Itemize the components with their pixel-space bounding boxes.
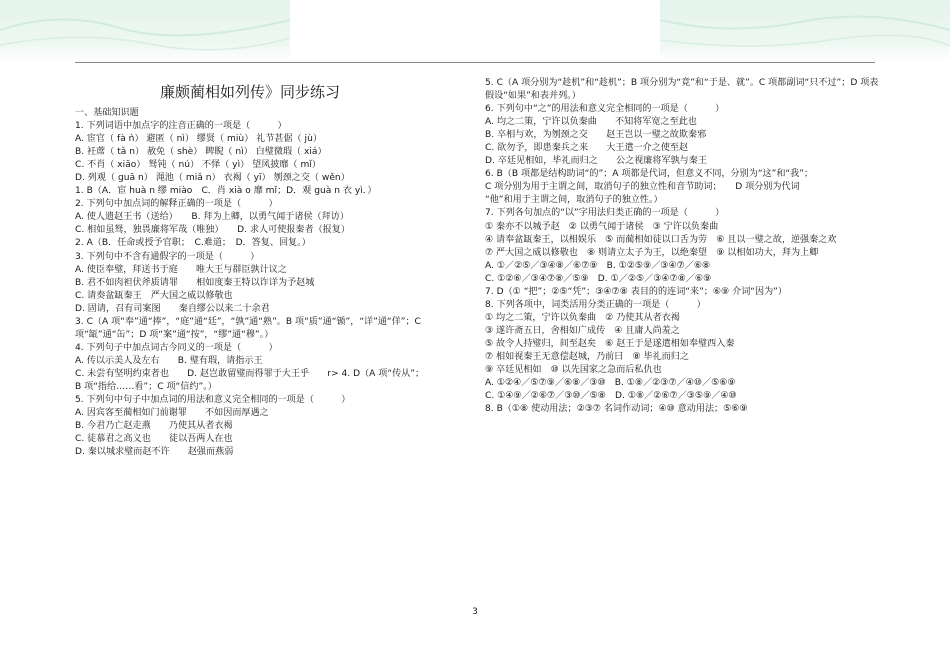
text-line: A. 均之二策，宁许以负秦曲 不知将军宽之至此也 [485, 117, 697, 128]
text-line: 6. B（B 项都是结构助词“的”；A 项都是代词，但意义不同，分别为“这”和“我”； [485, 169, 814, 180]
text-line: 一、基础知识题 [75, 108, 139, 118]
text-line: ① 均之二策，宁许以负秦曲 ② 乃使其从者衣褐 [485, 312, 680, 323]
text-line: ⑤ 故令人持璧归，间至赵矣 ⑥ 赵王于是遂遣相如奉璧西入秦 [485, 338, 735, 349]
text-line: D. 秦以城求璧而赵不许 赵强而燕弱 [75, 447, 234, 458]
text-line: ⑦ 严大国之威以修敬也 ⑧ 则请立太子为王，以绝秦望 ⑨ 以相如功大，拜为上卿 [485, 247, 819, 258]
text-line: C. 徒慕君之高义也 徒以吾两人在也 [75, 434, 233, 445]
text-line: ⑦ 相如视秦王无意偿赵城，乃前曰 ⑧ 毕礼而归之 [485, 351, 689, 362]
text-line: C. 欲勿予，即患秦兵之来 大王遣一介之使至赵 [485, 143, 689, 154]
text-line: D. 卒廷见相如，毕礼而归之 公之视廉将军孰与秦王 [485, 156, 707, 167]
text-line: 5. C（A 项分别为“趁机”和“趁机”；B 项分别为“竟”和“于是、就”。C 项都副词“只不过”；D 项表假设“如果”和表并列。） [485, 78, 879, 102]
text-line: “他”和用于主谓之间，取消句子的独立性。） [485, 195, 663, 206]
text-line: ① 秦亦不以城予赵 ② 以勇气闻于诸侯 ③ 宁许以负秦曲 [485, 221, 719, 232]
text-line: 1. B（A．宦 huà n 缪 miào C．肖 xià o 靡 mǐ；D．观 guà n 衣 yì．） [75, 186, 377, 197]
text-line: B. 衽蓆（ tǎ n） 赦免（ shè） 睥睨（ nì） 白璧微瑕（ xiá） [75, 147, 327, 158]
text-line: ③ 遂许斋五日，舍相如广成传 ④ 且庸人尚羞之 [485, 325, 680, 336]
text-line: 3. 下列句中不含有通假字的一项是（ ） [75, 251, 260, 262]
text-line: 3. C（A 项“奉”通“捧”，“庭”通“廷”，“孰”通“熟”。B 项“质”通“锧”，“详”通“佯”；C 项“缻”通“缶”；D 项“案”通“按”，“缪”通“穆”。） [75, 316, 421, 340]
text-line: A. 使臣奉璧，拜送书于庭 唯大王与群臣孰计议之 [75, 264, 287, 275]
text-line: 7. 下列各句加点的“以”字用法归类正确的一项是（ ） [485, 208, 725, 219]
text-line: A. ①②④／⑤⑦⑨／⑥⑧／③⑩ B. ①⑧／②③⑦／④⑩／⑤⑥⑨ [485, 378, 736, 389]
text-line: D. 列观（ guā n） 渑池（ miǎ n） 衣褐（ yī） 刎颈之交（ wěn） [75, 173, 350, 184]
text-line: C. 未尝有坚明约束者也 D. 赵岂敢留璧而得罪于大王乎 r> 4. D（A 项“传从”； [75, 368, 425, 379]
text-line: B 项“指给……看”；C 项“信约”。） [75, 381, 217, 392]
text-line: ④ 请奉盆缻秦王，以相娱乐 ⑤ 而蔺相如徒以口舌为劳 ⑥ 且以一璧之故，逆强秦之欢 [485, 234, 837, 245]
text-line: 2. A（B．任命或授予官职； C.难道； D．答复、回复。） [75, 238, 311, 249]
left-column [75, 77, 475, 459]
text-line: B. 卒相与欢，为刎颈之交 赵王岂以一璧之故欺秦邪 [485, 130, 707, 141]
text-line: 2. 下列句中加点词的解释正确的一项是（ ） [75, 199, 278, 210]
corner-decoration-left [0, 0, 290, 62]
text-line: A. 使人遗赵王书（送给） B. 拜为上卿，以勇气闻于诸侯（拜访） [75, 212, 349, 223]
document-title: 廉颇蔺相如列传》同步练习 [160, 83, 341, 101]
text-line: C. ①④⑨／②⑥⑦／③⑩／⑤⑧ D. ①⑧／②⑥⑦／③⑤⑨／④⑩ [485, 391, 737, 402]
text-line: B. 君不如肉袒伏斧质请罪 相如度秦王特以诈详为予赵城 [75, 277, 315, 288]
text-line: C. 相如虽驽，独畏廉将军哉（唯独） D. 求人可使报秦者（报复） [75, 225, 350, 236]
wave-ornament-icon [660, 0, 950, 62]
wave-ornament-icon [0, 0, 290, 62]
text-line: 8. 下列各项中，词类活用分类正确的一项是（ ） [485, 299, 706, 310]
right-column [485, 77, 885, 416]
text-line: C 项分别为用于主谓之间，取消句子的独立性和音节助词； D 项分别为代词 [485, 182, 800, 193]
text-line: D. 固请，召有司案图 秦自缪公以来二十余君 [75, 303, 270, 314]
text-line: 6. 下列句中“之”的用法和意义完全相同的一项是（ ） [485, 104, 725, 115]
text-line: C. ①②⑥／③④⑦⑧／⑤⑨ D. ①／②⑤／③④⑦⑧／⑥⑨ [485, 273, 712, 284]
text-line: 1. 下列词语中加点字的注音正确的一项是（ ） [75, 121, 287, 132]
text-line: A. 宦官（ fà ǹ） 避匿（ nì） 缪贤（ miù） 礼节甚倨（ jù） [75, 134, 322, 145]
text-line: 7. D（① “把”；②⑤“凭”；③④⑦⑧ 表目的的连词“来”；⑥⑨ 介词“因为”） [485, 286, 787, 297]
text-line: ⑨ 卒廷见相如 ⑩ 以先国家之急而后私仇也 [485, 365, 662, 376]
text-line: B. 今君乃亡赵走燕 乃使其从者衣褐 [75, 421, 233, 432]
corner-decoration-right [660, 0, 950, 62]
text-line: A. ①／②⑤／③④⑧／⑥⑦⑨ B. ①②⑤⑨／③④⑦／⑥⑧ [485, 260, 711, 271]
text-line: 4. 下列句子中加点词古今同义的一项是（ ） [75, 342, 278, 353]
text-line: C. 请奏盆缻秦王 严大国之威以修敬也 [75, 290, 233, 301]
header-rule [75, 62, 875, 63]
text-line: 5. 下列句中句子中加点词的用法和意义完全相同的一项是（ ） [75, 395, 351, 406]
text-line: A. 传以示美人及左右 B. 璧有瑕，请指示王 [75, 355, 263, 366]
text-line: A. 因宾客至蔺相如门前谢罪 不如因而厚遇之 [75, 408, 269, 419]
page-number: 3 [472, 607, 478, 617]
text-line: C. 不肖（ xiāo） 驽钝（ nú） 不怿（ yì） 望风披靡（ mǐ） [75, 160, 321, 171]
text-line: 8. B（①⑧ 使动用法；②③⑦ 名词作动词；④⑩ 意动用法；⑤⑥⑨ [485, 404, 748, 415]
